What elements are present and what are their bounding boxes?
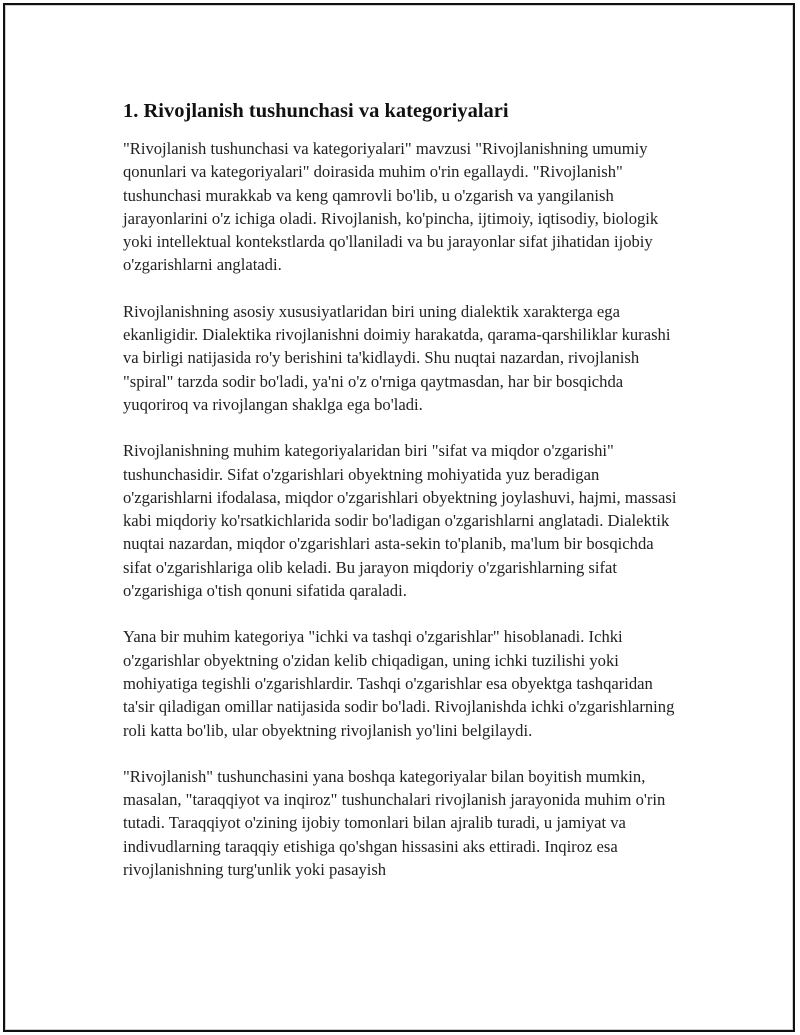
paragraph-3: Rivojlanishning muhim kategoriyalaridan biri "sifat va miqdor o'zgarishi" tushunchasidir. Sifat o'zgarishlari obyektning mohiyatida yuz beradigan o'zgarishlarni ifodalasa, miqdor o'zgarishlari obyektning joylashuvi, hajmi, massasi kabi miqdoriy ko'rsatkichlarida sodir bo'ladigan o'zgarishlarni anglatadi. Dialektik nuqtai nazardan, miqdor o'zgarishlari asta-sekin to'planib, ma'lum bir bosqichda sifat o'zgarishlariga olib keladi. Bu jarayon miqdoriy o'zgarishlarning sifat o'zgarishiga o'tish qonuni sifatida qaraladi. bbox=[123, 441, 677, 601]
section-heading: 1. Rivojlanish tushunchasi va kategoriyalari bbox=[123, 100, 509, 122]
paragraph-2: Rivojlanishning asosiy xususiyatlaridan biri uning dialektik xarakterga ega ekanligidir. Dialektika rivojlanishni doimiy harakatda, qarama-qarshiliklar kurashi va birligi natijasida ro'y berishini ta'kidlaydi. Shu nuqtai nazardan, rivojlanish "spiral" tarzda sodir bo'ladi, ya'ni o'z o'rniga qaytmasdan, har bir bosqichda yuqoriroq va rivojlangan shaklga ega bo'ladi. bbox=[123, 301, 671, 414]
paragraph-4: Yana bir muhim kategoriya "ichki va tashqi o'zgarishlar" hisoblanadi. Ichki o'zgarishlar obyektning o'zidan kelib chiqadigan, uning ichki tuzilishi yoki mohiyatiga tegishli o'zgarishlardir. Tashqi o'zgarishlar esa obyektga tashqaridan ta'sir qiladigan omillar natijasida sodir bo'ladi. Rivojlanishda ichki o'zgarishlarning roli katta bo'lib, ular obyektning rivojlanish yo'lini belgilaydi. bbox=[123, 627, 675, 740]
document-page bbox=[3, 3, 795, 1032]
paragraph-1: "Rivojlanish tushunchasi va kategoriyalari" mavzusi "Rivojlanishning umumiy qonunlari va kategoriyalari" doirasida muhim o'rin egallaydi. "Rivojlanish" tushunchasi murakkab va keng qamrovli bo'lib, u o'zgarish va yangilanish jarayonlarini o'z ichiga oladi. Rivojlanish, ko'pincha, ijtimoiy, iqtisodiy, biologik yoki intellektual kontekstlarda qo'llaniladi va bu jarayonlar sifat jihatidan ijobiy o'zgarishlarni anglatadi. bbox=[123, 139, 659, 275]
document-body bbox=[123, 97, 683, 904]
paragraph-5: "Rivojlanish" tushunchasini yana boshqa kategoriyalar bilan boyitish mumkin, masalan, "taraqqiyot va inqiroz" tushunchalari rivojlanish jarayonida muhim o'rin tutadi. Taraqqiyot o'zining ijobiy tomonlari bilan ajralib turadi, u jamiyat va indivudlarning taraqqiy etishiga qo'shgan hissasini aks ettiradi. Inqiroz esa rivojlanishning turg'unlik yoki pasayish bbox=[123, 766, 666, 880]
